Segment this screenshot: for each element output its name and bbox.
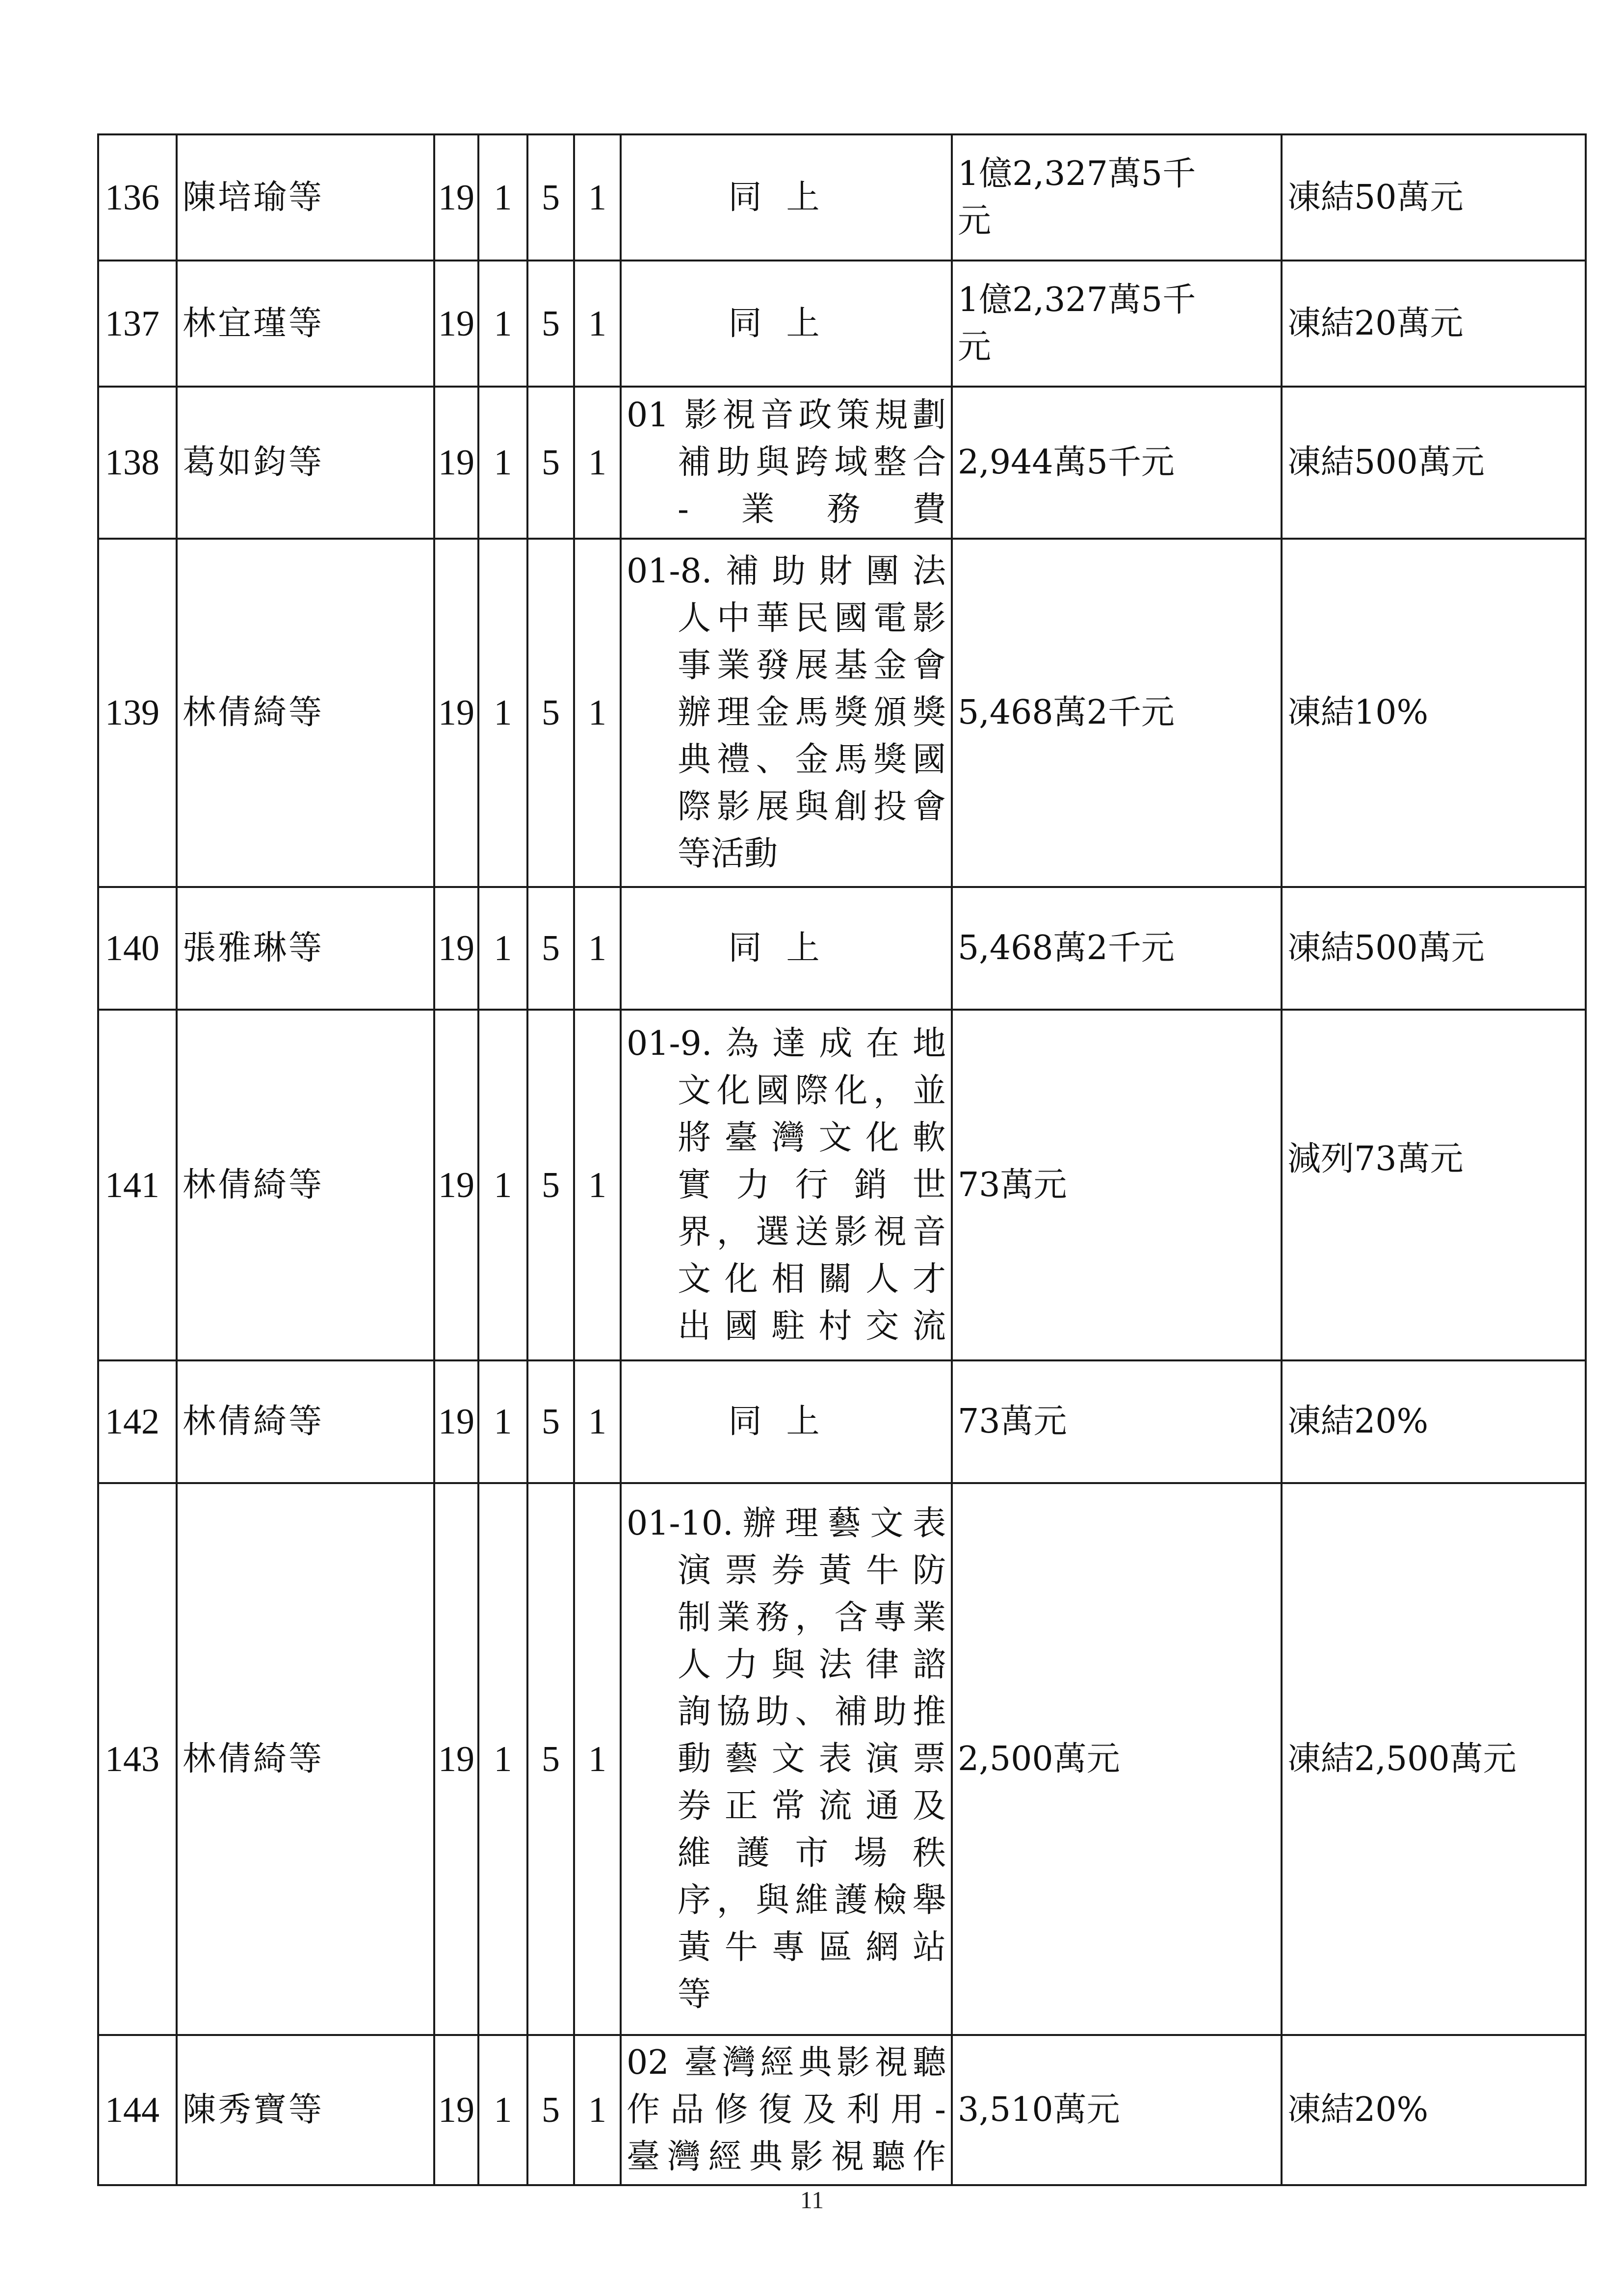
resolution: 凍結500萬元 bbox=[1282, 387, 1586, 539]
item-line: 維護市場秩 bbox=[678, 1833, 946, 1873]
item-line: 01-9.為達成在地 bbox=[627, 1024, 946, 1063]
item-line: 動藝文表演票 bbox=[678, 1739, 946, 1778]
item-line: 序，與維護檢舉 bbox=[678, 1880, 946, 1920]
budget-item bbox=[621, 2035, 952, 2185]
code-4: 1 bbox=[574, 887, 621, 1010]
code-3: 5 bbox=[527, 134, 574, 261]
resolution: 凍結500萬元 bbox=[1282, 887, 1586, 1010]
item-line: 詢協助、補助推 bbox=[678, 1692, 946, 1731]
budget-amount: 5,468萬2千元 bbox=[952, 887, 1282, 1010]
row-number: 136 bbox=[98, 134, 177, 261]
code-1: 19 bbox=[434, 2035, 478, 2185]
row-number: 137 bbox=[98, 261, 177, 387]
budget-amount: 3,510萬元 bbox=[952, 2035, 1282, 2185]
item-line: 人中華民國電影 bbox=[678, 599, 946, 638]
item-line: 際影展與創投會 bbox=[678, 787, 946, 826]
proposer-name: 林倩綺等 bbox=[177, 1360, 434, 1483]
code-3: 5 bbox=[527, 1483, 574, 2035]
proposer-name: 林倩綺等 bbox=[177, 539, 434, 887]
table-row bbox=[98, 887, 1586, 1010]
item-line: 將臺灣文化軟 bbox=[678, 1118, 946, 1157]
code-4: 1 bbox=[574, 1360, 621, 1483]
code-3: 5 bbox=[527, 2035, 574, 2185]
row-number: 143 bbox=[98, 1483, 177, 2035]
table-row bbox=[98, 1360, 1586, 1483]
item-line: 補助與跨域整合 bbox=[678, 443, 946, 482]
item-line: 制業務，含專業 bbox=[678, 1598, 946, 1637]
item-line: 01-10.辦理藝文表 bbox=[627, 1504, 946, 1543]
code-3: 5 bbox=[527, 387, 574, 539]
proposer-name: 陳秀寶等 bbox=[177, 2035, 434, 2185]
resolution: 凍結20萬元 bbox=[1282, 261, 1586, 387]
row-number: 141 bbox=[98, 1010, 177, 1360]
resolution: 凍結50萬元 bbox=[1282, 134, 1586, 261]
resolution: 減列73萬元 bbox=[1282, 1010, 1586, 1360]
code-1: 19 bbox=[434, 134, 478, 261]
code-3: 5 bbox=[527, 1360, 574, 1483]
item-line: 出國駐村交流 bbox=[678, 1306, 946, 1346]
code-3: 5 bbox=[527, 1010, 574, 1360]
code-4: 1 bbox=[574, 387, 621, 539]
code-4: 1 bbox=[574, 539, 621, 887]
code-2: 1 bbox=[478, 2035, 527, 2185]
item-line: 01-8.補助財團法 bbox=[627, 552, 946, 591]
code-2: 1 bbox=[478, 134, 527, 261]
code-4: 1 bbox=[574, 1010, 621, 1360]
item-line: 等活動 bbox=[678, 835, 778, 873]
item-line: 作品修復及利用- bbox=[627, 2090, 946, 2129]
budget-amount: 5,468萬2千元 bbox=[952, 539, 1282, 887]
item-line: 券正常流通及 bbox=[678, 1786, 946, 1826]
proposer-name: 陳培瑜等 bbox=[177, 134, 434, 261]
proposer-name: 林倩綺等 bbox=[177, 1010, 434, 1360]
code-2: 1 bbox=[478, 1010, 527, 1360]
budget-amount: 73萬元 bbox=[952, 1360, 1282, 1483]
code-1: 19 bbox=[434, 1360, 478, 1483]
item-line: 同上 bbox=[728, 929, 844, 967]
code-4: 1 bbox=[574, 2035, 621, 2185]
item-line: 演票券黃牛防 bbox=[678, 1551, 946, 1590]
item-line: 實力行銷世 bbox=[678, 1165, 946, 1204]
item-line: 文化國際化，並 bbox=[678, 1071, 946, 1110]
code-2: 1 bbox=[478, 387, 527, 539]
resolution: 凍結20% bbox=[1282, 1360, 1586, 1483]
row-number: 138 bbox=[98, 387, 177, 539]
resolution: 凍結10% bbox=[1282, 539, 1586, 887]
code-3: 5 bbox=[527, 887, 574, 1010]
code-1: 19 bbox=[434, 261, 478, 387]
budget-item bbox=[621, 1360, 952, 1483]
code-1: 19 bbox=[434, 539, 478, 887]
page-number: 11 bbox=[800, 2186, 824, 2214]
item-line: 02 臺灣經典影視聽 bbox=[627, 2043, 946, 2082]
budget-amount: 73萬元 bbox=[952, 1010, 1282, 1360]
item-line: 文化相關人才 bbox=[678, 1259, 946, 1299]
item-line: 事業發展基金會 bbox=[678, 646, 946, 685]
item-line: 辦理金馬獎頒獎 bbox=[678, 693, 946, 732]
item-line: 人力與法律諮 bbox=[678, 1645, 946, 1684]
proposer-name: 葛如鈞等 bbox=[177, 387, 434, 539]
budget-amount: 1億2,327萬5千 元 bbox=[952, 134, 1282, 261]
code-4: 1 bbox=[574, 134, 621, 261]
proposer-name: 林宜瑾等 bbox=[177, 261, 434, 387]
table-row bbox=[98, 1483, 1586, 2035]
code-2: 1 bbox=[478, 1360, 527, 1483]
budget-amount: 2,500萬元 bbox=[952, 1483, 1282, 2035]
table-row bbox=[98, 134, 1586, 261]
row-number: 140 bbox=[98, 887, 177, 1010]
table-row bbox=[98, 1010, 1586, 1360]
budget-item bbox=[621, 134, 952, 261]
row-number: 144 bbox=[98, 2035, 177, 2185]
table-body bbox=[98, 134, 1586, 2185]
code-4: 1 bbox=[574, 1483, 621, 2035]
budget-item bbox=[621, 1010, 952, 1360]
code-2: 1 bbox=[478, 539, 527, 887]
code-3: 5 bbox=[527, 539, 574, 887]
table-row bbox=[98, 539, 1586, 887]
proposer-name: 張雅琳等 bbox=[177, 887, 434, 1010]
budget-table bbox=[97, 133, 1587, 2186]
item-line: 臺灣經典影視聽作 bbox=[627, 2138, 946, 2176]
resolution: 凍結2,500萬元 bbox=[1282, 1483, 1586, 2035]
budget-amount: 1億2,327萬5千 元 bbox=[952, 261, 1282, 387]
budget-item bbox=[621, 261, 952, 387]
code-1: 19 bbox=[434, 387, 478, 539]
row-number: 142 bbox=[98, 1360, 177, 1483]
item-line: 等 bbox=[678, 1975, 711, 2014]
budget-item bbox=[621, 887, 952, 1010]
table-row bbox=[98, 2035, 1586, 2185]
code-1: 19 bbox=[434, 1483, 478, 2035]
item-line: 同上 bbox=[728, 1402, 844, 1441]
code-2: 1 bbox=[478, 1483, 527, 2035]
item-line: 01 影視音政策規劃 bbox=[627, 396, 946, 435]
row-number: 139 bbox=[98, 539, 177, 887]
table-row bbox=[98, 387, 1586, 539]
table-row bbox=[98, 261, 1586, 387]
item-line: 黃牛專區網站 bbox=[678, 1928, 946, 1967]
item-line: 同上 bbox=[728, 178, 844, 217]
budget-item bbox=[621, 387, 952, 539]
code-1: 19 bbox=[434, 887, 478, 1010]
resolution: 凍結20% bbox=[1282, 2035, 1586, 2185]
code-2: 1 bbox=[478, 887, 527, 1010]
item-line: -業務費 bbox=[678, 490, 946, 529]
item-line: 典禮、金馬獎國 bbox=[678, 740, 946, 779]
code-3: 5 bbox=[527, 261, 574, 387]
code-1: 19 bbox=[434, 1010, 478, 1360]
item-line: 界，選送影視音 bbox=[678, 1212, 946, 1252]
budget-item bbox=[621, 539, 952, 887]
proposer-name: 林倩綺等 bbox=[177, 1483, 434, 2035]
code-4: 1 bbox=[574, 261, 621, 387]
code-2: 1 bbox=[478, 261, 527, 387]
item-line: 同上 bbox=[728, 304, 844, 343]
budget-item bbox=[621, 1483, 952, 2035]
budget-amount: 2,944萬5千元 bbox=[952, 387, 1282, 539]
